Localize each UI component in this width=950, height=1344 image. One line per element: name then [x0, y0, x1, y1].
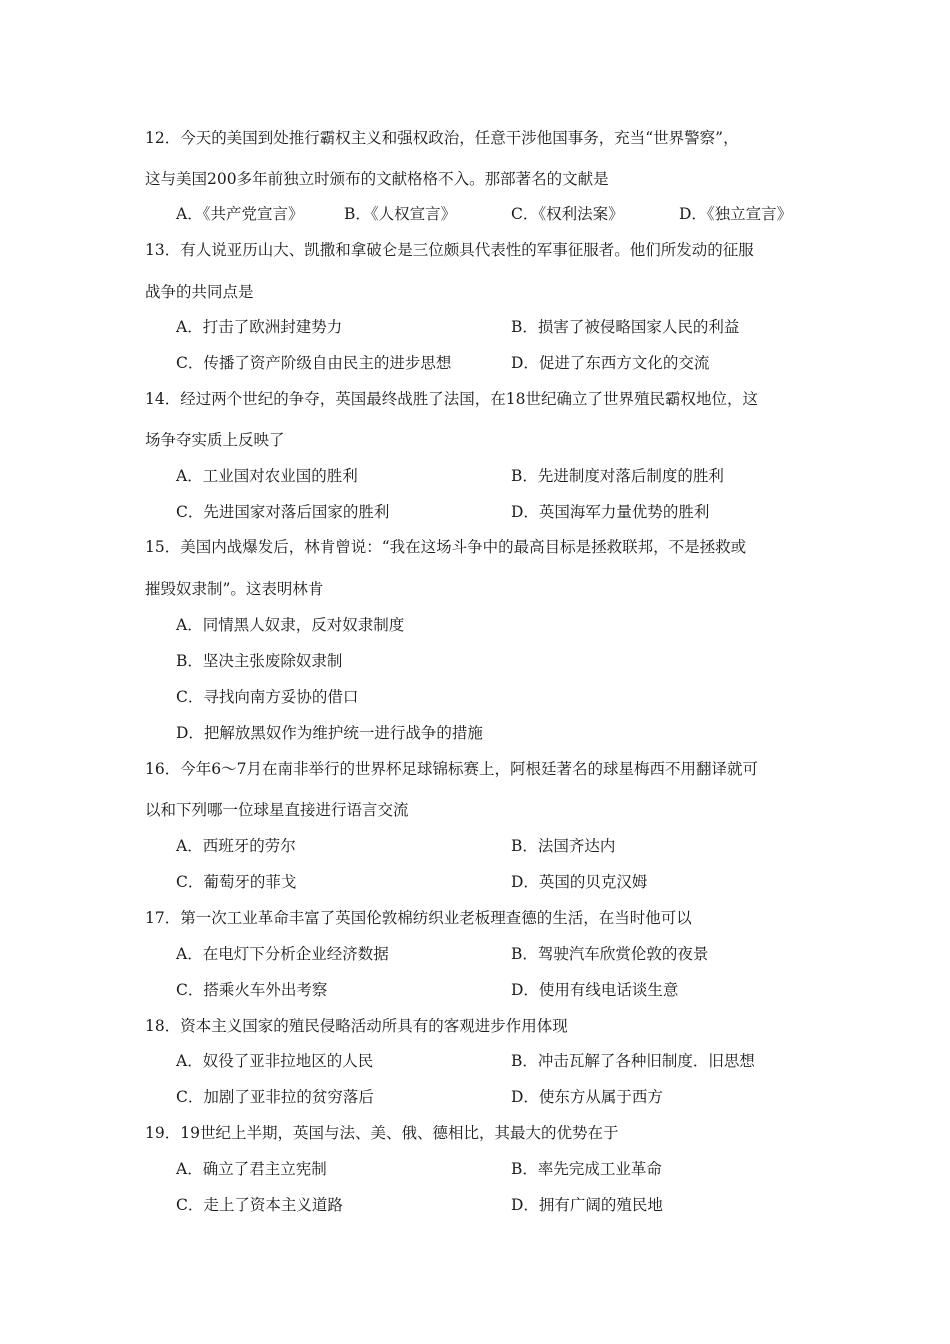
question-15-option-c: C．寻找向南方妥协的借口	[176, 688, 359, 706]
question-19-option-d: D．拥有广阔的殖民地	[511, 1196, 663, 1214]
question-13-stem-line-1: 13．有人说亚历山大、凯撒和拿破仑是三位颇具代表性的军事征服者。他们所发动的征服	[145, 241, 754, 259]
question-18-option-a: A．奴役了亚非拉地区的人民	[176, 1052, 374, 1070]
question-12-option-c: C．《权利法案》	[511, 205, 624, 223]
question-14-stem-line-1: 14．经过两个世纪的争夺，英国最终战胜了法国，在18世纪确立了世界殖民霸权地位，这	[145, 390, 758, 408]
question-17-option-b: B．驾驶汽车欣赏伦敦的夜景	[511, 945, 709, 963]
question-14-option-a: A．工业国对农业国的胜利	[176, 467, 358, 485]
question-17-option-d: D．使用有线电话谈生意	[511, 981, 679, 999]
question-17-stem-line-1: 17．第一次工业革命丰富了英国伦敦棉纺织业老板理查德的生活，在当时他可以	[145, 909, 692, 927]
question-15-stem-line-2: 摧毁奴隶制”。这表明林肯	[145, 580, 324, 598]
question-16-option-d: D．英国的贝克汉姆	[511, 873, 648, 891]
question-14-option-c: C．先进国家对落后国家的胜利	[176, 503, 390, 521]
question-19-option-a: A．确立了君主立宪制	[176, 1160, 327, 1178]
question-13-stem-line-2: 战争的共同点是	[145, 283, 254, 301]
question-17-option-c: C．搭乘火车外出考察	[176, 981, 328, 999]
question-12-option-a: A．《共产党宣言》	[176, 205, 304, 223]
question-17-option-a: A．在电灯下分析企业经济数据	[176, 945, 389, 963]
question-16-stem-line-2: 以和下列哪一位球星直接进行语言交流	[145, 801, 409, 819]
question-18-option-d: D．使东方从属于西方	[511, 1088, 663, 1106]
question-15-stem-line-1: 15．美国内战爆发后，林肯曾说：“我在这场斗争中的最高目标是拯救联邦，不是拯救或	[145, 538, 747, 556]
question-14-option-b: B．先进制度对落后制度的胜利	[511, 467, 724, 485]
question-16-option-a: A．西班牙的劳尔	[176, 837, 296, 855]
question-12-stem-line-2: 这与美国200多年前独立时颁布的文献格格不入。那部著名的文献是	[145, 170, 609, 188]
question-18-option-b: B．冲击瓦解了各种旧制度．旧思想	[511, 1052, 755, 1070]
question-13-option-b: B．损害了被侵略国家人民的利益	[511, 318, 740, 336]
question-14-stem-line-2: 场争夺实质上反映了	[145, 431, 285, 449]
question-18-stem-line-1: 18．资本主义国家的殖民侵略活动所具有的客观进步作用体现	[145, 1017, 568, 1035]
question-12-option-d: D．《独立宣言》	[679, 205, 793, 223]
question-15-option-a: A．同情黑人奴隶，反对奴隶制度	[176, 616, 405, 634]
question-19-stem-line-1: 19．19世纪上半期，英国与法、美、俄、德相比，其最大的优势在于	[145, 1124, 619, 1142]
question-16-option-c: C．葡萄牙的菲戈	[176, 873, 297, 891]
question-16-stem-line-1: 16．今年6～7月在南非举行的世界杯足球锦标赛上，阿根廷著名的球星梅西不用翻译就可	[145, 760, 758, 778]
question-18-option-c: C．加剧了亚非拉的贫穷落后	[176, 1088, 374, 1106]
question-12-stem-line-1: 12．今天的美国到处推行霸权主义和强权政治，任意干涉他国事务，充当“世界警察”，	[145, 129, 739, 147]
question-16-option-b: B．法国齐达内	[511, 837, 616, 855]
question-19-option-c: C．走上了资本主义道路	[176, 1196, 343, 1214]
question-13-option-d: D．促进了东西方文化的交流	[511, 354, 710, 372]
question-13-option-c: C．传播了资产阶级自由民主的进步思想	[176, 354, 452, 372]
question-19-option-b: B．率先完成工业革命	[511, 1160, 662, 1178]
question-13-option-a: A．打击了欧洲封建势力	[176, 318, 343, 336]
question-14-option-d: D．英国海军力量优势的胜利	[511, 503, 710, 521]
question-15-option-d: D．把解放黑奴作为维护统一进行战争的措施	[176, 724, 483, 742]
question-12-option-b: B．《人权宣言》	[344, 205, 457, 223]
question-15-option-b: B．坚决主张废除奴隶制	[176, 652, 343, 670]
